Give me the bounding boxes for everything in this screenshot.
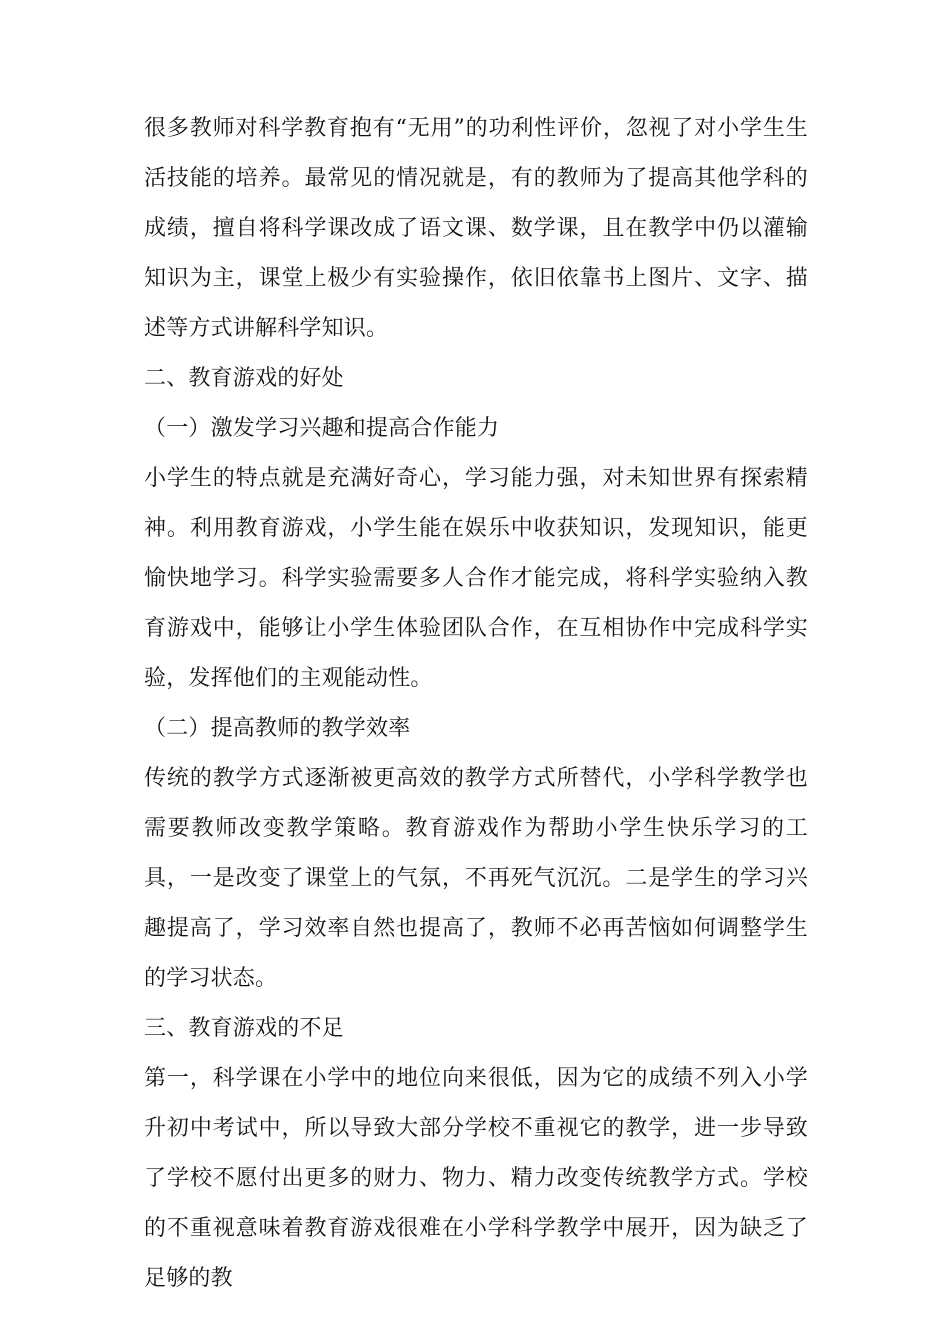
subheading-teaching-efficiency: （二）提高教师的教学效率 bbox=[144, 716, 411, 741]
section-heading-benefits: 二、教育游戏的好处 bbox=[144, 366, 344, 391]
paragraph-student-curiosity: 小学生的特点就是充满好奇心，学习能力强，对未知世界有探索精神。利用教育游戏，小学生能在娱乐中收获知识，发现知识，能更愉快地学习。科学实验需要多人合作才能完成，将科学实验纳入教育游戏中，能够让小学生体验团队合作，在互相协作中完成科学实验，发挥他们的主观能动性。 bbox=[144, 466, 808, 691]
paragraph-science-status: 第一，科学课在小学中的地位向来很低，因为它的成绩不列入小学升初中考试中，所以导致大部分学校不重视它的教学，进一步导致了学校不愿付出更多的财力、物力、精力改变传统教学方式。学校的不重视意味着教育游戏很难在小学科学教学中展开，因为缺乏了足够的教 bbox=[144, 1066, 808, 1291]
section-heading-shortcomings: 三、教育游戏的不足 bbox=[144, 1016, 344, 1041]
document-body bbox=[144, 104, 808, 1304]
paragraph-teaching-methods: 传统的教学方式逐渐被更高效的教学方式所替代，小学科学教学也需要教师改变教学策略。教育游戏作为帮助小学生快乐学习的工具，一是改变了课堂上的气氛，不再死气沉沉。二是学生的学习兴趣提高了，学习效率自然也提高了，教师不必再苦恼如何调整学生的学习状态。 bbox=[144, 766, 808, 991]
subheading-interest-cooperation: （一）激发学习兴趣和提高合作能力 bbox=[144, 416, 500, 441]
paragraph-teacher-attitude: 很多教师对科学教育抱有“无用”的功利性评价，忽视了对小学生生活技能的培养。最常见的情况就是，有的教师为了提高其他学科的成绩，擅自将科学课改成了语文课、数学课，且在教学中仍以灌输知识为主，课堂上极少有实验操作，依旧依靠书上图片、文字、描述等方式讲解科学知识。 bbox=[144, 116, 808, 341]
